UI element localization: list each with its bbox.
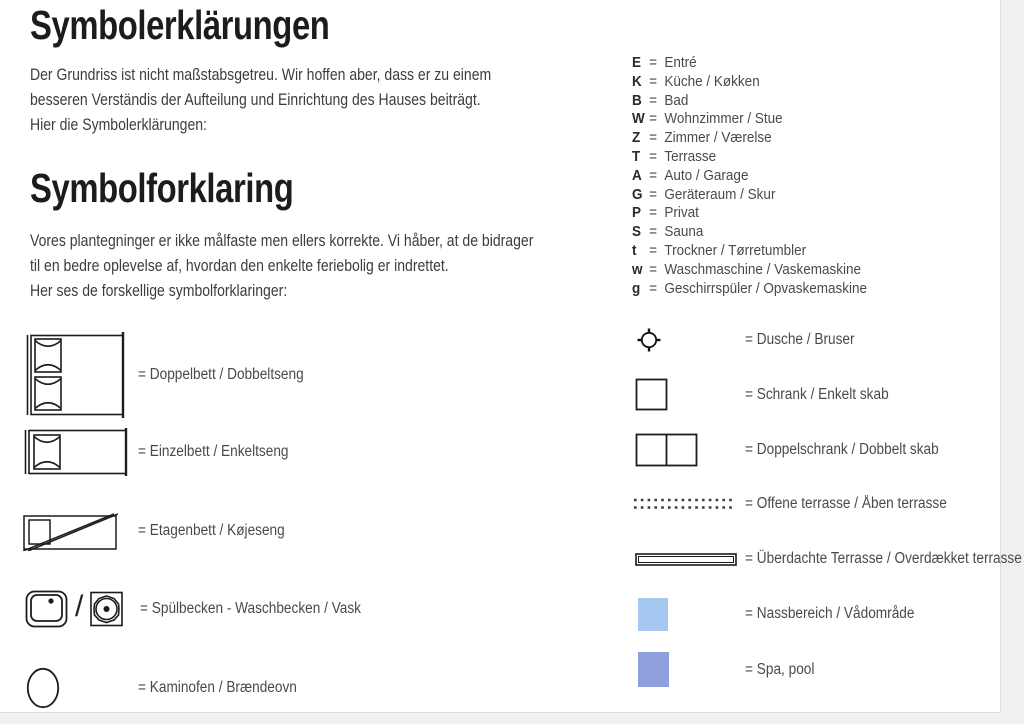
- legend-label: = Spülbecken - Waschbecken / Vask: [140, 600, 362, 617]
- text-line: Her ses de forskellige symbolforklaringer:: [30, 282, 288, 300]
- legend-row-cabinet: [633, 378, 908, 411]
- equals-sign: =: [649, 260, 657, 278]
- shower-icon: [633, 326, 745, 354]
- abbreviation-name: Wohnzimmer / Stue: [664, 110, 783, 128]
- legend-row-double-bed: [25, 332, 326, 418]
- bunk-bed-icon: [23, 511, 138, 551]
- abbreviation-letter: W: [632, 110, 645, 128]
- equals-sign: =: [649, 91, 657, 109]
- abbreviation-letter: w: [632, 260, 643, 278]
- text-line: Hier die Symbolerklärungen:: [30, 116, 207, 134]
- abbreviation-letter: G: [632, 185, 643, 203]
- abbreviation-letter: E: [632, 54, 642, 71]
- abbreviation-row: [632, 223, 867, 242]
- equals-sign: =: [649, 185, 657, 203]
- abbreviation-name: Trockner / Tørretumbler: [664, 241, 807, 259]
- legend-row-shower: [633, 326, 869, 354]
- page-title-german: Symbolerklärungen: [30, 2, 330, 48]
- abbreviation-letter: A: [632, 166, 642, 184]
- abbreviation-letter: B: [632, 91, 642, 109]
- intro-text-danish: [30, 229, 622, 304]
- text-line: Vores plantegninger er ikke målfaste men ellers korrekte. Vi håber, at de bidrager: [30, 232, 534, 250]
- abbreviation-letter: P: [632, 204, 642, 222]
- legend-label: = Schrank / Enkelt skab: [745, 385, 889, 403]
- abbreviation-row: [632, 186, 867, 205]
- legend-row-bunk-bed: [23, 511, 305, 551]
- abbreviation-row: [632, 242, 867, 261]
- spa-pool-color-square: [638, 652, 669, 687]
- legend-label: = Spa, pool: [745, 660, 815, 678]
- abbreviation-name: Geräteraum / Skur: [664, 185, 776, 203]
- legend-label: = Überdachte Terrasse / Overdækket terrasse: [745, 550, 1022, 567]
- abbreviation-letter: K: [632, 72, 642, 90]
- double-bed-icon: [25, 332, 138, 418]
- equals-sign: =: [649, 166, 657, 184]
- legend-row-stove: [26, 668, 319, 708]
- legend-label: = Einzelbett / Enkeltseng: [138, 443, 289, 460]
- abbreviation-name: Bad: [664, 91, 689, 109]
- single-bed-icon: [23, 428, 138, 476]
- abbreviation-name: Zimmer / Værelse: [664, 129, 772, 147]
- spa-pool-swatch: [633, 652, 745, 687]
- equals-sign: =: [649, 72, 657, 90]
- abbreviation-row: [632, 204, 867, 223]
- abbreviation-name: Küche / Køkken: [664, 72, 760, 90]
- double-cabinet-icon: [633, 433, 745, 467]
- intro-text-german: [30, 63, 573, 138]
- equals-sign: =: [649, 241, 657, 259]
- abbreviation-row: [632, 73, 867, 92]
- abbreviation-row: [632, 167, 867, 186]
- abbreviation-row: [632, 280, 867, 299]
- abbreviation-name: Auto / Garage: [664, 166, 749, 184]
- single-cabinet-icon: [633, 378, 745, 411]
- abbreviation-letter: S: [632, 223, 642, 241]
- abbreviation-row: [632, 261, 867, 280]
- legend-row-single-bed: [23, 428, 309, 476]
- wet-area-swatch: [633, 598, 745, 631]
- abbreviation-name: Sauna: [664, 223, 704, 241]
- abbreviation-name: Entré: [664, 54, 697, 71]
- abbreviation-row: [632, 92, 867, 111]
- page-title-danish: Symbolforklaring: [30, 165, 294, 211]
- abbreviation-name: Terrasse: [664, 147, 717, 165]
- open-terrace-icon: [633, 497, 745, 511]
- abbreviation-row: [632, 129, 867, 148]
- abbreviation-row: [632, 110, 867, 129]
- equals-sign: =: [649, 54, 657, 71]
- abbreviation-letter: T: [632, 147, 641, 165]
- legend-label: = Doppelschrank / Dobbelt skab: [745, 441, 939, 458]
- slash-separator: /: [75, 590, 84, 623]
- legend-row-sink: [25, 588, 391, 630]
- legend-row-spa-pool: [633, 652, 824, 687]
- abbreviation-list: [632, 54, 893, 298]
- abbreviation-name: Waschmaschine / Vaskemaskine: [664, 260, 861, 278]
- equals-sign: =: [649, 110, 657, 128]
- legend-label: = Dusche / Bruser: [745, 331, 855, 348]
- legend-label: = Offene terrasse / Åben terrasse: [745, 495, 947, 512]
- legend-label: = Doppelbett / Dobbeltseng: [138, 366, 304, 383]
- text-line: besseren Verständis der Aufteilung und Einrichtung des Hauses beiträgt.: [30, 91, 481, 109]
- legend-label: = Kaminofen / Brændeovn: [138, 679, 297, 696]
- abbreviation-name: Privat: [664, 204, 699, 222]
- legend-row-wet-area: [633, 597, 938, 631]
- abbreviation-letter: t: [632, 241, 637, 259]
- abbreviation-letter: g: [632, 279, 641, 297]
- legend-row-covered-terrace: [633, 551, 1024, 567]
- wet-area-color-square: [638, 598, 668, 631]
- abbreviation-row: [632, 148, 867, 167]
- abbreviation-name: Geschirrspüler / Opvaskemaskine: [664, 279, 867, 297]
- abbreviation-letter: Z: [632, 129, 641, 147]
- legend-row-open-terrace: [633, 494, 974, 514]
- equals-sign: =: [649, 279, 657, 297]
- equals-sign: =: [649, 147, 657, 165]
- abbreviation-row: [632, 54, 867, 73]
- equals-sign: =: [649, 223, 657, 241]
- legend-row-double-cabinet: [633, 433, 965, 467]
- legend-label: = Nassbereich / Vådområde: [745, 605, 915, 622]
- text-line: til en bedre oplevelse af, hvordan den enkelte feriebolig er indrettet.: [30, 257, 449, 275]
- text-line: Der Grundriss ist nicht maßstabsgetreu. Wir hoffen aber, dass er zu einem: [30, 66, 492, 84]
- equals-sign: =: [649, 129, 657, 147]
- equals-sign: =: [649, 204, 657, 222]
- covered-terrace-icon: [633, 553, 745, 566]
- wood-stove-icon: [26, 667, 138, 709]
- sink-washbasin-icon: [25, 590, 140, 628]
- legend-label: = Etagenbett / Køjeseng: [138, 522, 285, 539]
